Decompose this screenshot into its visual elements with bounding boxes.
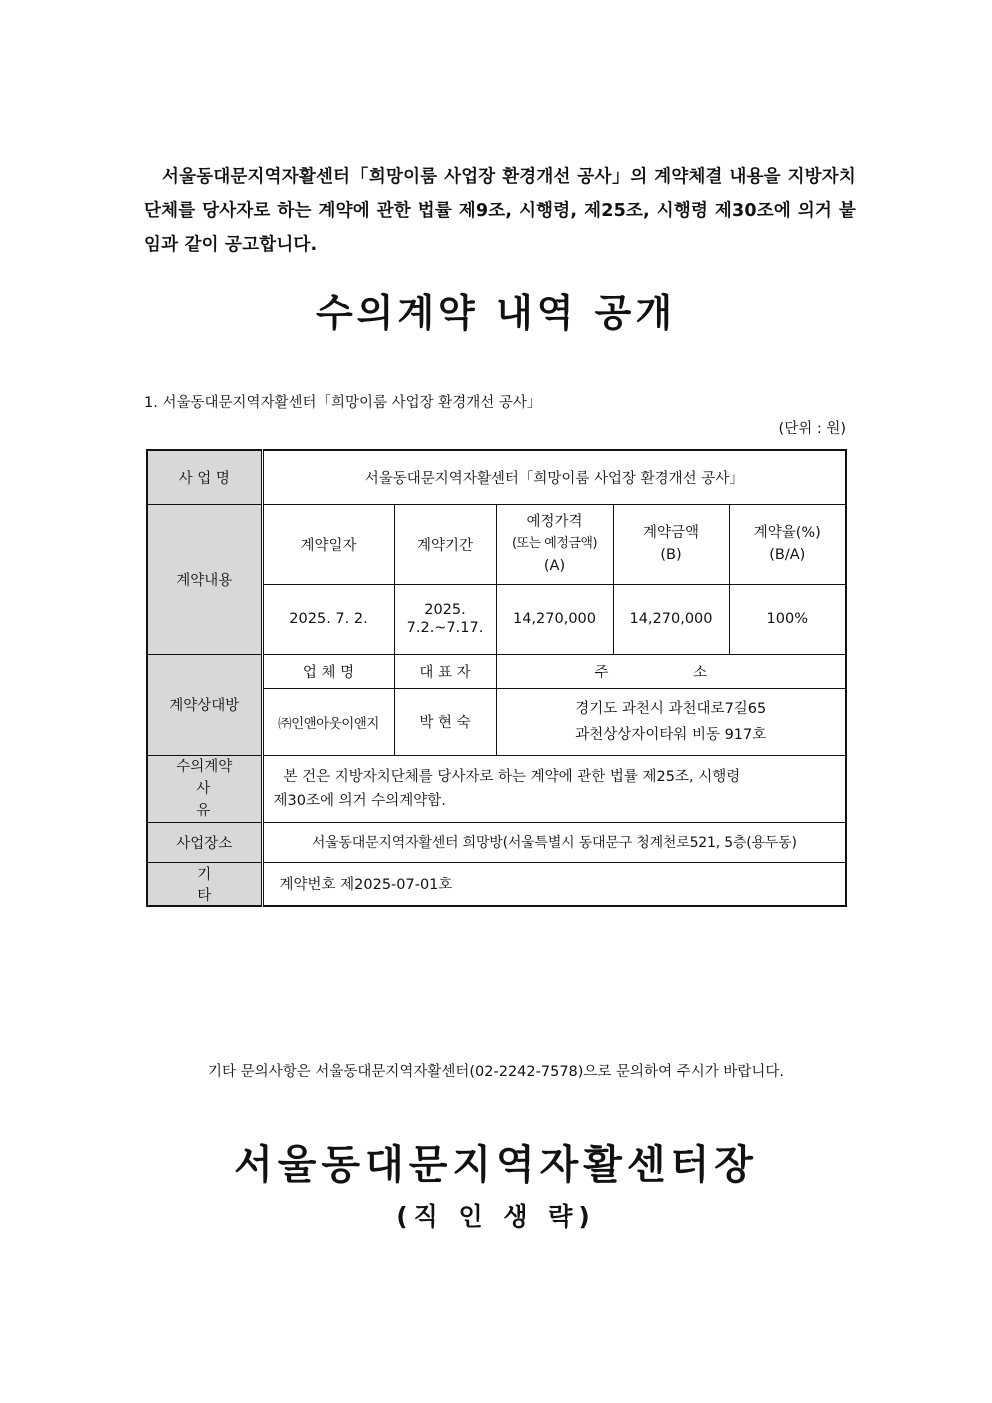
table-row <box>147 755 846 822</box>
party-header-rep: 대 표 자 <box>394 654 496 688</box>
reason-line1: 본 건은 지방자치단체를 당사자로 하는 계약에 관한 법률 제25조, 시행령 <box>283 768 741 785</box>
site-label: 사업장소 <box>147 822 262 862</box>
unit-label: (단위 : 원) <box>778 421 846 437</box>
value-date: 2025. 7. 2. <box>262 584 394 654</box>
contract-label: 계약내용 <box>147 504 262 654</box>
reason-text <box>262 755 846 822</box>
value-rate: 100% <box>729 584 846 654</box>
table-row <box>147 654 846 688</box>
section-title: 1. 서울동대문지역자활센터「희망이룸 사업장 환경개선 공사」 <box>144 395 542 411</box>
party-address-line2: 과천상상자이타워 비동 917호 <box>575 726 767 743</box>
value-amount: 14,270,000 <box>613 584 729 654</box>
header-amount <box>613 504 729 584</box>
reason-label-line1: 수의계약 <box>176 758 233 775</box>
table-row <box>147 862 846 906</box>
header-amount-line2: (B) <box>660 547 682 563</box>
project-name: 서울동대문지역자활센터「희망이룸 사업장 환경개선 공사」 <box>262 450 846 504</box>
value-period-line1: 2025. <box>424 602 466 618</box>
contact-note: 기타 문의사항은 서울동대문지역자활센터(02-2242-7578)으로 문의하여 주시가 바랍니다. <box>208 1064 784 1080</box>
seal-note: (직 인 생 략) <box>396 1202 596 1231</box>
etc-text: 계약번호 제2025-07-01호 <box>262 862 846 906</box>
page-title: 수의계약 내역 공개 <box>315 291 677 335</box>
value-period-line2: 7.2.~7.17. <box>406 620 484 636</box>
table-row <box>147 504 846 584</box>
value-period <box>394 584 496 654</box>
header-amount-line1: 계약금액 <box>642 525 700 541</box>
party-address <box>496 688 846 755</box>
party-header-company: 업 체 명 <box>262 654 394 688</box>
header-date: 계약일자 <box>262 504 394 584</box>
contract-table <box>146 449 847 907</box>
header-rate-line2: (B/A) <box>769 547 806 563</box>
etc-label: 기 타 <box>147 862 262 906</box>
table-row <box>147 450 846 504</box>
party-company: ㈜인앤아웃이앤지 <box>262 688 394 755</box>
party-header-address: 주 소 <box>496 654 846 688</box>
header-estimated-line1: 예정가격 <box>526 514 583 530</box>
party-rep: 박 현 숙 <box>394 688 496 755</box>
signer-title: 서울동대문지역자활센터장 <box>234 1142 758 1188</box>
header-rate-line1: 계약율(%) <box>753 525 821 541</box>
header-estimated-line2: (또는 예정금액) <box>511 536 598 551</box>
table-row <box>147 822 846 862</box>
project-label: 사 업 명 <box>147 450 262 504</box>
intro-paragraph: 서울동대문지역자활센터「희망이룸 사업장 환경개선 공사」의 계약체결 내용을 지방자치단체를 당사자로 하는 계약에 관한 법률 제9조, 시행령, 제25조, 시행령 제30조에 의거 붙임과 같이 공고합니다. <box>144 167 856 255</box>
reason-label-line2: 사 유 <box>196 780 233 819</box>
header-period: 계약기간 <box>394 504 496 584</box>
reason-label <box>147 755 262 822</box>
site-text: 서울동대문지역자활센터 희망방(서울특별시 동대문구 청계천로521, 5층(용두동) <box>262 822 846 862</box>
reason-line2: 제30조에 의거 수의계약함. <box>273 792 446 809</box>
party-label: 계약상대방 <box>147 654 262 755</box>
header-estimated-line3: (A) <box>543 558 566 574</box>
header-rate <box>729 504 846 584</box>
party-address-line1: 경기도 과천시 과천대로7길65 <box>575 700 767 717</box>
header-estimated <box>496 504 613 584</box>
value-estimated: 14,270,000 <box>496 584 613 654</box>
